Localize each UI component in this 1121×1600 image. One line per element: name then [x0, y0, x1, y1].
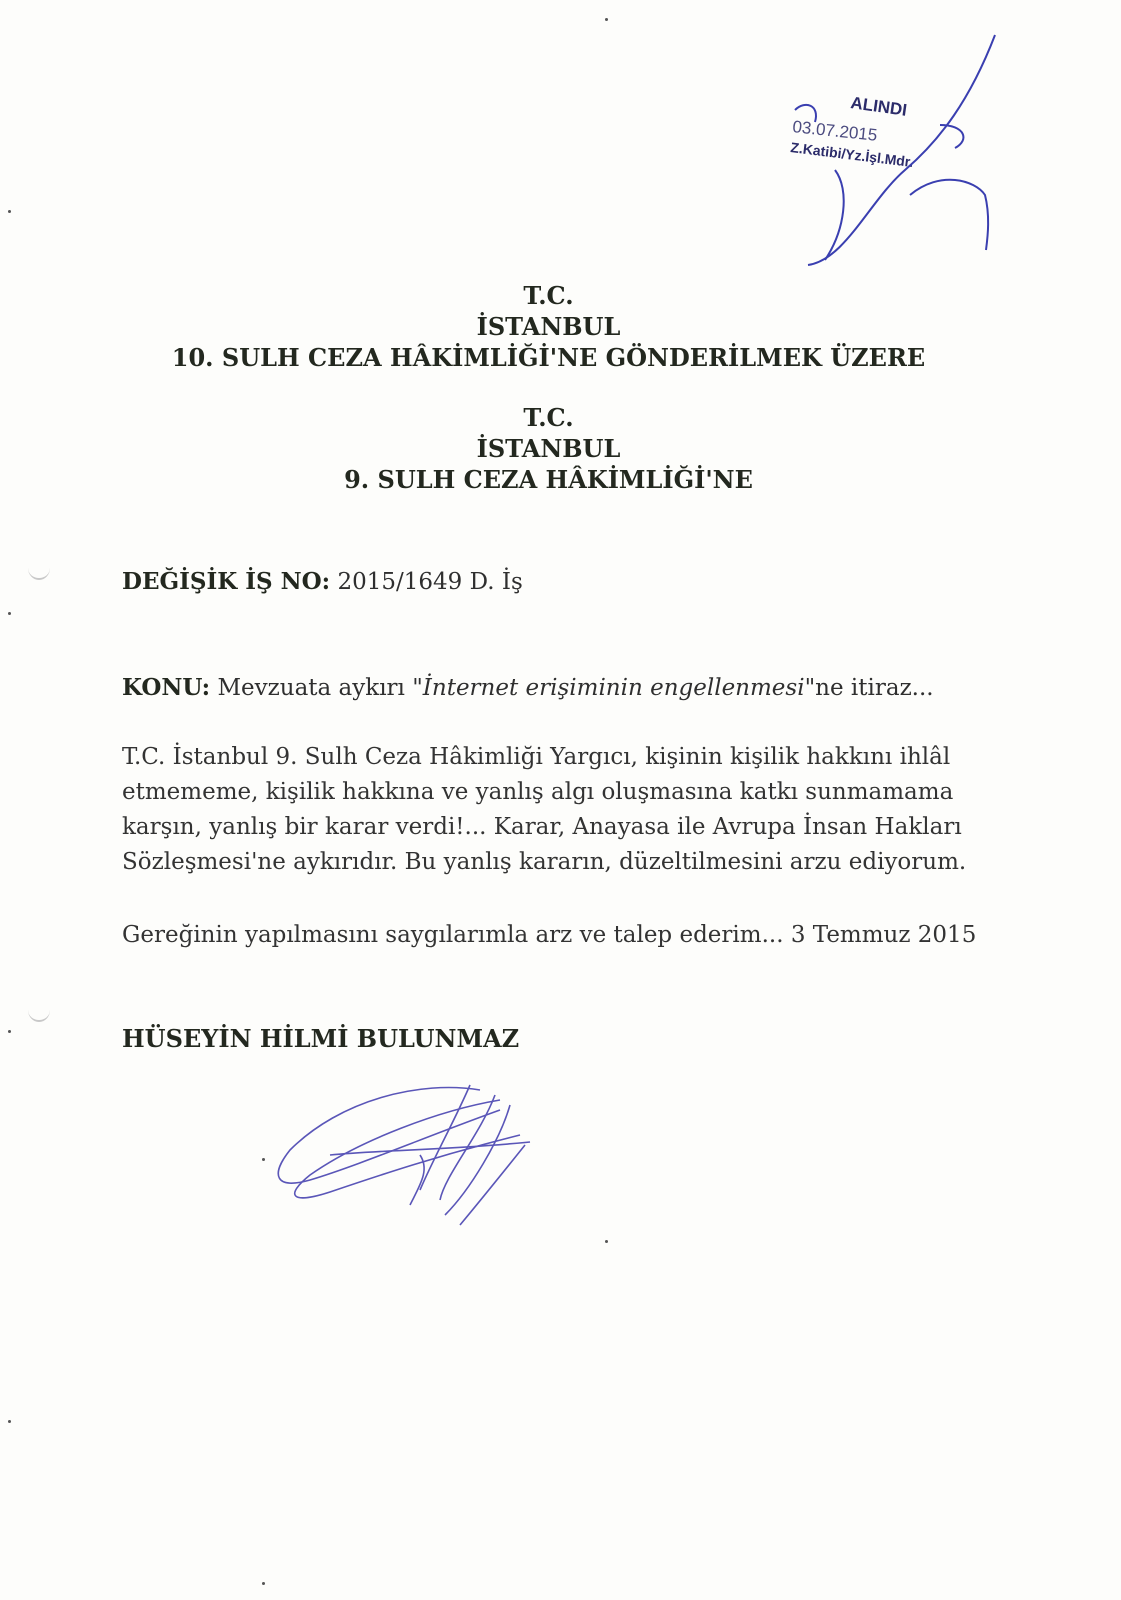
- address-header: [0, 402, 1109, 495]
- closing-paragraph: [122, 918, 1002, 953]
- body-line: T.C. İstanbul 9. Sulh Ceza Hâkimliği Yargıcı, kişinin kişilik hakkını ihlâl: [122, 744, 951, 770]
- paper-speck: [8, 1420, 11, 1423]
- stamp-date: 03.07.2015: [791, 117, 879, 145]
- case-value: 2015/1649 D. İş: [337, 569, 523, 595]
- paper-speck: [8, 1030, 11, 1033]
- handwritten-signature: [270, 1080, 550, 1230]
- body-paragraph: [122, 740, 1002, 880]
- punch-hole-mark: [28, 556, 50, 580]
- body-line: etmememe, kişilik hakkına ve yanlış algı oluşmasına katkı sunmamama: [122, 779, 954, 805]
- punch-hole-mark: [28, 998, 50, 1022]
- body-line: Sözleşmesi'ne aykırıdır. Bu yanlış kararın, düzeltilmesini arzu ediyorum.: [122, 849, 967, 875]
- case-number: [122, 568, 523, 595]
- header-court: 10. SULH CEZA HÂKİMLİĞİ'NE GÖNDERİLMEK ÜZERE: [171, 343, 926, 372]
- header-tc: T.C.: [523, 281, 574, 310]
- address-tc: T.C.: [523, 403, 574, 432]
- closing-line: Gereğinin yapılmasını saygılarımla arz ve talep ederim... 3 Temmuz 2015: [122, 922, 977, 948]
- header-city: İSTANBUL: [476, 312, 621, 341]
- subject-line: [122, 674, 934, 701]
- paper-speck: [262, 1158, 265, 1161]
- subject-suffix: ne itiraz...: [815, 675, 934, 701]
- received-stamp: [790, 30, 1020, 280]
- paper-speck: [8, 210, 11, 213]
- stamp-title: ALINDI: [849, 93, 909, 120]
- forwarding-header: [0, 280, 1109, 373]
- case-label: DEĞİŞİK İŞ NO:: [122, 568, 331, 595]
- body-line: karşın, yanlış bir karar verdi!... Karar, Anayasa ile Avrupa İnsan Hakları: [122, 814, 962, 840]
- subject-label: KONU:: [122, 674, 211, 701]
- paper-speck: [605, 18, 608, 21]
- signatory-name: HÜSEYİN HİLMİ BULUNMAZ: [122, 1024, 520, 1053]
- subject-prefix: Mevzuata aykırı: [217, 675, 413, 701]
- paper-speck: [262, 1582, 265, 1585]
- paper-speck: [8, 612, 11, 615]
- subject-italic: "İnternet erişiminin engellenmesi": [412, 675, 816, 701]
- address-court: 9. SULH CEZA HÂKİMLİĞİ'NE: [344, 465, 753, 494]
- stamp-role: Z.Katibi/Yz.İşl.Mdr.: [790, 139, 915, 171]
- paper-speck: [605, 1240, 608, 1243]
- address-city: İSTANBUL: [476, 434, 621, 463]
